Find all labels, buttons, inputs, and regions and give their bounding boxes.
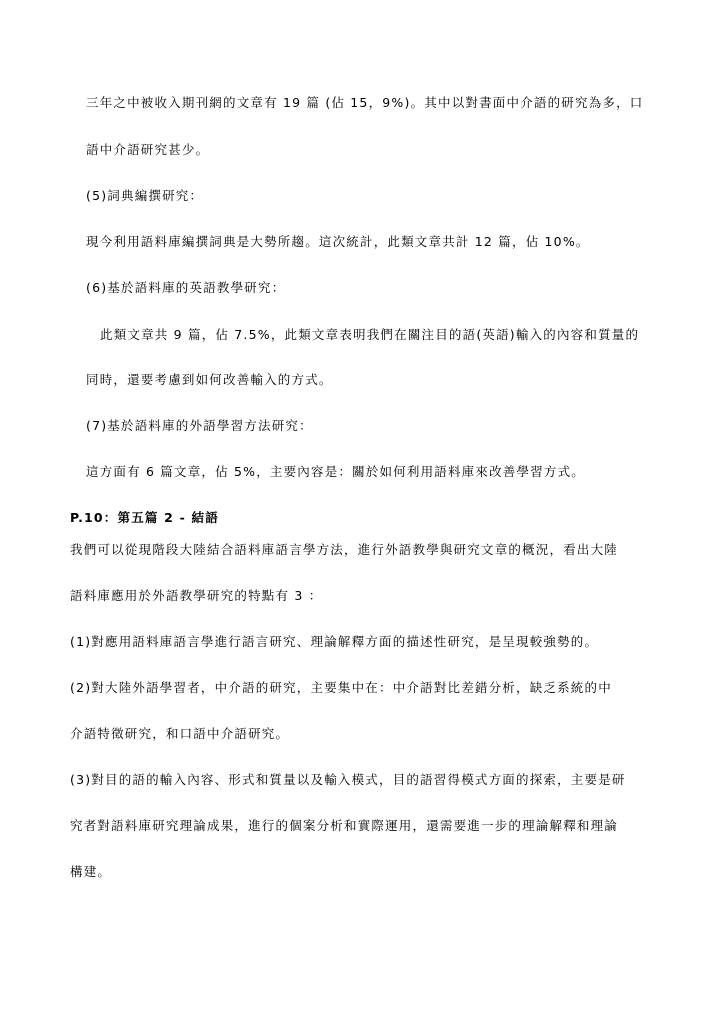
paragraph-line: 這方面有 6 篇文章，佔 5%，主要內容是：關於如何利用語料庫來改善學習方式。 <box>86 464 586 479</box>
paragraph-line: 我們可以從現階段大陸結合語料庫語言學方法，進行外語教學與研究文章的概況，看出大陸 <box>70 542 619 557</box>
paragraph-line: 構建。 <box>70 864 112 879</box>
list-item: (1)對應用語料庫語言學進行語言研究、理論解釋方面的描述性研究，是呈現較強勢的。 <box>70 634 599 649</box>
section-heading: (6)基於語料庫的英語教學研究： <box>86 280 286 295</box>
section-heading: (7)基於語料庫的外語學習方法研究： <box>86 418 313 433</box>
paragraph-line: 究者對語料庫研究理論成果，進行的個案分析和實際運用，還需要進一步的理論解釋和理論 <box>70 818 619 833</box>
paragraph-line: 語料庫應用於外語教學研究的特點有 3 ： <box>70 588 323 603</box>
section-heading: (5)詞典編撰研究： <box>86 188 204 203</box>
paragraph-line: 語中介語研究甚少。 <box>86 142 210 157</box>
page-section-title: P.10：第五篇 2 - 結語 <box>70 510 219 525</box>
paragraph-line: 現今利用語料庫編撰詞典是大勢所趨。這次統計，此類文章共計 12 篇，佔 10%。 <box>86 234 590 249</box>
paragraph-line: 介語特徵研究，和口語中介語研究。 <box>70 726 290 741</box>
paragraph-line: 同時，還要考慮到如何改善輸入的方式。 <box>86 372 333 387</box>
list-item: (2)對大陸外語學習者，中介語的研究，主要集中在：中介語對比差錯分析，缺乏系統的中 <box>70 680 612 695</box>
list-item: (3)對目的語的輸入內容、形式和質量以及輸入模式，目的語習得模式方面的探索，主要是研 <box>70 772 626 787</box>
paragraph-line: 三年之中被收入期刊網的文章有 19 篇 (佔 15，9%)。其中以對書面中介語的研究為多，口 <box>86 95 644 110</box>
paragraph-line: 此類文章共 9 篇，佔 7.5%，此類文章表明我們在關注目的語(英語)輸入的內容和質量的 <box>100 327 640 342</box>
